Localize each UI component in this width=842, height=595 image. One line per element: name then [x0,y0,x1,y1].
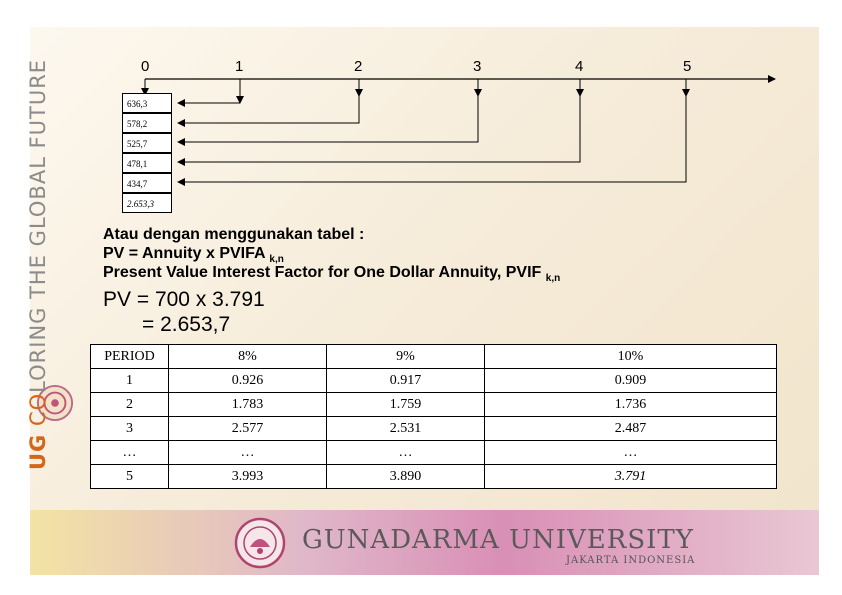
table-cell: 0.926 [169,369,327,393]
pv-total: 2.653,3 [122,193,172,213]
table-row [91,393,777,417]
table-row [91,441,777,465]
period-label-2: 2 [354,58,363,75]
period-label-5: 5 [683,58,692,75]
tagline-co: CO [26,392,50,427]
pvif-definition-main: Present Value Interest Factor for One Dollar Annuity, PVIF [103,264,542,281]
intro-text: Atau dengan menggunakan tabel : [103,226,365,243]
tagline-ug: UG [26,433,50,470]
pv-value-5: 434,7 [122,173,172,193]
header-rate-9: 9% [327,345,485,369]
pv-calculation: PV = 700 x 3.791 [103,288,265,311]
flow-line-4 [178,96,580,162]
table-cell: 0.909 [485,369,777,393]
period-label-3: 3 [473,58,482,75]
table-cell: 3.993 [169,465,327,489]
table-cell: 1.736 [485,393,777,417]
university-city: JAKARTA INDONESIA [566,555,696,566]
pvifa-table [90,344,777,489]
flow-line-5 [178,96,686,182]
table-cell: 3 [91,417,169,441]
pv-value-1: 636,3 [122,93,172,113]
table-cell-highlight: 3.791 [485,465,777,489]
table-cell: 0.917 [327,369,485,393]
table-cell: 1 [91,369,169,393]
pvif-definition-sub: k,n [545,273,561,284]
period-label-4: 4 [575,58,584,75]
header-rate-10: 10% [485,345,777,369]
period-label-1: 1 [235,58,244,75]
table-row [91,465,777,489]
pvif-definition [103,264,560,284]
pv-result: = 2.653,7 [142,313,231,336]
table-cell: 1.759 [327,393,485,417]
table-cell: … [169,441,327,465]
table-cell: … [91,441,169,465]
header-period: PERIOD [91,345,169,369]
formula-pvifa-sub: k,n [269,254,284,265]
table-cell: 2.487 [485,417,777,441]
period-label-0: 0 [141,58,150,75]
table-cell: 2.531 [327,417,485,441]
pv-value-4: 478,1 [122,153,172,173]
formula-pvifa-main: PV = Annuity x PVIFA [103,245,265,262]
table-cell: 3.890 [327,465,485,489]
table-row [91,417,777,441]
table-cell: 1.783 [169,393,327,417]
tagline-rest: LORING THE GLOBAL FUTURE [26,58,50,393]
table-cell: 5 [91,465,169,489]
header-rate-8: 8% [169,345,327,369]
flow-line-2 [178,96,359,123]
table-cell: 2 [91,393,169,417]
university-logo-icon [234,517,286,569]
table-row [91,369,777,393]
pv-value-2: 578,2 [122,113,172,133]
table-cell: … [327,441,485,465]
pv-value-3: 525,7 [122,133,172,153]
table-cell: … [485,441,777,465]
university-name: GUNADARMA UNIVERSITY [302,525,694,555]
table-header-row [91,345,777,369]
table-cell: 2.577 [169,417,327,441]
formula-pvifa [103,245,284,265]
